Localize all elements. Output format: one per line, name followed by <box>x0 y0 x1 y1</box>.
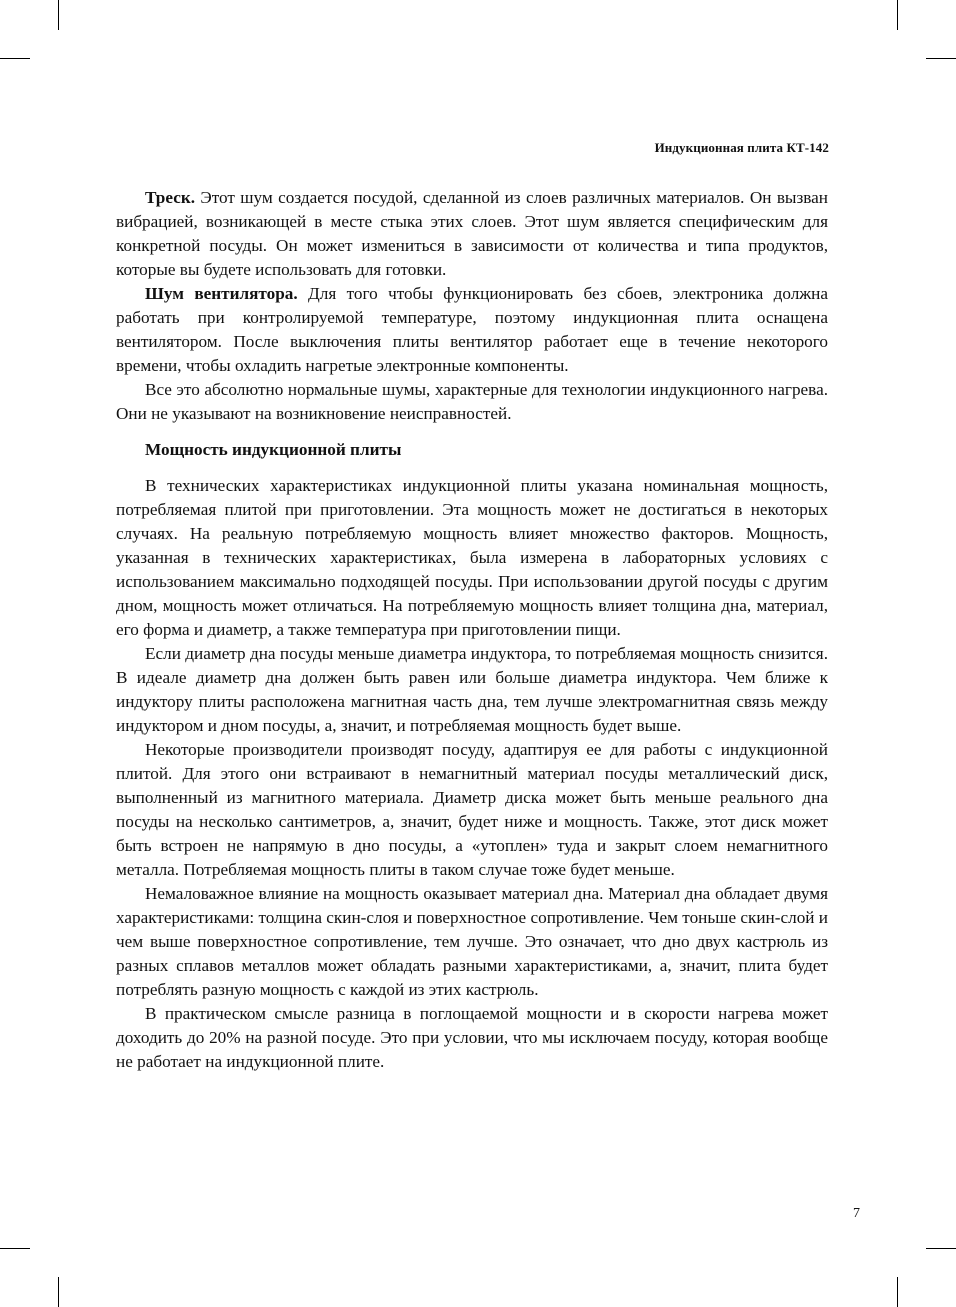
paragraph-normal-noises: Все это абсолютно нормальные шумы, характерные для технологии индукционного нагрева. Они не указывают на возникновение неисправностей. <box>116 380 828 423</box>
section-heading: Мощность индукционной плиты <box>145 440 402 459</box>
paragraph-bottom-diameter: Если диаметр дна посуды меньше диаметра индуктора, то потребляемая мощность снизится. В идеале диаметр дна должен быть равен или больше диаметра индуктора. Чем ближе к индуктору плиты расположена магнитная часть дна, тем лучше электромагнитная связь между индуктором и дном посуды, а, значит, и потребляемая мощность будет выше. <box>116 644 828 735</box>
paragraph-rated-power: В технических характеристиках индукционной плиты указана номинальная мощность, потребляемая плитой при приготовлении. Эта мощность может не достигаться в некоторых случаях. На реальную потребляемую мощность влияет множество факторов. Мощность, указанная в технических характеристиках, была измерена в лабораторных условиях с использованием максимально подходящей посуды. При использовании другой посуды с другим дном, мощность может отличаться. На потребляемую мощность влияет толщина дна, материал, его форма и диаметр, а также температура при приготовлении пищи. <box>116 476 828 639</box>
crop-mark-bottom-left-vertical <box>58 1277 59 1307</box>
crop-mark-bottom-right-horizontal <box>926 1248 956 1249</box>
paragraph-text: Для того чтобы функционировать без сбоев, электроника должна работать при контролируемой температуре, поэтому индукционная плита оснащена вентилятором. После выключения плиты вентилятор работает еще в течение некоторого времени, чтобы охладить нагретые электронные компоненты. <box>116 284 829 375</box>
paragraph-crackle <box>116 186 828 282</box>
crop-mark-top-right-horizontal <box>926 58 956 59</box>
paragraph-practical-difference: В практическом смысле разница в поглощаемой мощности и в скорости нагрева может доходить до 20% на разной посуде. Это при условии, что мы исключаем посуду, которая вообще не работает на индукционной плите. <box>116 1004 828 1071</box>
crop-mark-top-left-horizontal <box>0 58 30 59</box>
running-header: Индукционная плита КТ-142 <box>654 140 829 155</box>
run-in-heading-fan-noise: Шум вентилятора. <box>145 284 298 303</box>
paragraph-fan-noise <box>116 282 828 378</box>
paragraph-adapted-cookware: Некоторые производители производят посуду, адаптируя ее для работы с индукционной плитой. Для этого они встраивают в немагнитный материал посуды металлический диск, выполненный из магнитного материала. Диаметр диска может быть меньше реального дна посуды на несколько сантиметров, а, значит, будет ниже и мощность. Также, этот диск может быть встроен не напрямую в дно посуды, а «утоплен» туда и закрыт слоем немагнитного металла. Потребляемая мощность плиты в таком случае тоже будет меньше. <box>116 740 828 879</box>
paragraph-bottom-material: Немаловажное влияние на мощность оказывает материал дна. Материал дна обладает двумя характеристиками: толщина скин-слоя и поверхностное сопротивление. Чем тоньше скин-слой и чем выше поверхностное сопротивление, тем лучше. Это означает, что дно двух кастрюль из разных сплавов металлов может обладать разными характеристиками, а, значит, плита будет потреблять разную мощность с каждой из этих кастрюль. <box>116 884 828 999</box>
crop-mark-bottom-left-horizontal <box>0 1248 30 1249</box>
crop-mark-top-left-vertical <box>58 0 59 30</box>
crop-mark-top-right-vertical <box>897 0 898 30</box>
page-body <box>116 186 828 1074</box>
run-in-heading-crackle: Треск. <box>145 188 196 207</box>
crop-mark-bottom-right-vertical <box>897 1277 898 1307</box>
paragraph-text: Этот шум создается посудой, сделанной из слоев различных материалов. Он вызван вибрацией, возникающей в месте стыка этих слоев. Этот шум является специфическим для конкретной посуды. Он может измениться в зависимости от количества и типа продуктов, которые вы будете использовать для готовки. <box>116 188 828 279</box>
page-number: 7 <box>853 1206 860 1221</box>
